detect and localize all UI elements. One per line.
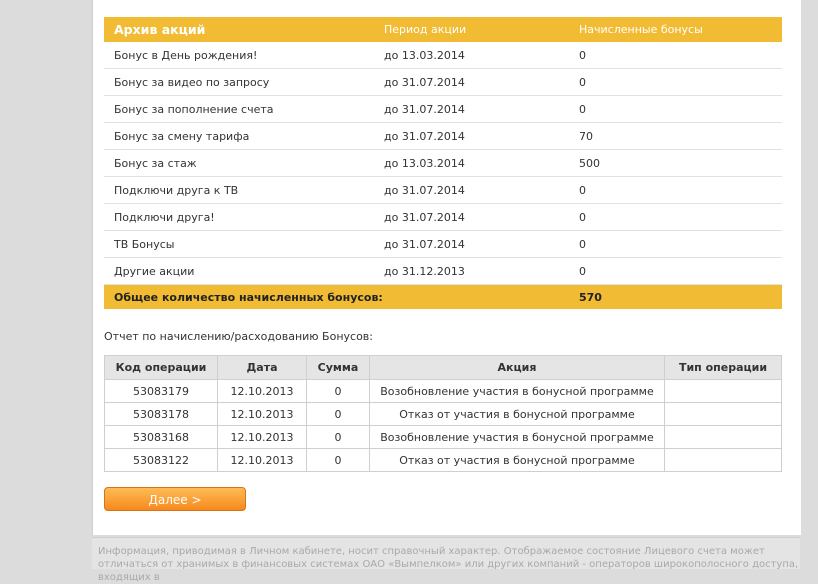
promo-bonus: 0 <box>569 204 782 231</box>
promo-bonus: 0 <box>569 69 782 96</box>
promo-bonus: 0 <box>569 96 782 123</box>
promo-row <box>104 69 782 96</box>
footer-disclaimer <box>92 537 800 583</box>
ops-action: Возобновление участия в бонусной программе <box>370 426 665 449</box>
promo-period: до 13.03.2014 <box>374 150 569 177</box>
promo-name: Бонус за пополнение счета <box>104 96 374 123</box>
promo-period: до 31.07.2014 <box>374 204 569 231</box>
next-button[interactable]: Далее > <box>104 487 246 511</box>
ops-header-amount: Сумма <box>307 356 370 380</box>
promo-bonus: 500 <box>569 150 782 177</box>
ops-amount: 0 <box>307 426 370 449</box>
ops-date: 12.10.2013 <box>218 380 307 403</box>
promo-name: Бонус за стаж <box>104 150 374 177</box>
promo-row <box>104 177 782 204</box>
ops-header-date: Дата <box>218 356 307 380</box>
promo-row <box>104 123 782 150</box>
promo-name: Другие акции <box>104 258 374 285</box>
ops-date: 12.10.2013 <box>218 426 307 449</box>
promo-bonus: 70 <box>569 123 782 150</box>
ops-header-code: Код операции <box>105 356 218 380</box>
ops-date: 12.10.2013 <box>218 449 307 472</box>
ops-header-action: Акция <box>370 356 665 380</box>
promo-header-period: Период акции <box>374 17 569 42</box>
ops-row <box>105 403 782 426</box>
promo-period: до 31.07.2014 <box>374 231 569 258</box>
footer-disclaimer-text: Информация, приводимая в Личном кабинете, носит справочный характер. Отображаемое состояние Лицевого счета может отличаться от хранимых в финансовых системах ОАО «Вымпелком» или других компаний - операторов широкополосного доступа, входящих в <box>98 546 799 583</box>
promo-total-row <box>104 285 782 310</box>
promo-total-value: 570 <box>569 285 782 310</box>
promo-name: Подключи друга! <box>104 204 374 231</box>
ops-header-type: Тип операции <box>665 356 782 380</box>
promo-header-bonuses: Начисленные бонусы <box>569 17 782 42</box>
ops-row <box>105 449 782 472</box>
promo-bonus: 0 <box>569 42 782 69</box>
ops-row <box>105 426 782 449</box>
ops-type <box>665 380 782 403</box>
promo-row <box>104 204 782 231</box>
promo-header-row <box>104 17 782 42</box>
promo-period: до 31.07.2014 <box>374 69 569 96</box>
promo-name: Бонус за видео по запросу <box>104 69 374 96</box>
promo-total-label: Общее количество начисленных бонусов: <box>104 285 569 310</box>
promo-header-name: Архив акций <box>104 17 374 42</box>
ops-code: 53083179 <box>105 380 218 403</box>
ops-date: 12.10.2013 <box>218 403 307 426</box>
ops-action: Возобновление участия в бонусной программе <box>370 380 665 403</box>
promo-period: до 13.03.2014 <box>374 42 569 69</box>
ops-amount: 0 <box>307 403 370 426</box>
promo-row <box>104 150 782 177</box>
promo-period: до 31.12.2013 <box>374 258 569 285</box>
report-label: Отчет по начислению/расходованию Бонусов: <box>104 330 374 343</box>
ops-amount: 0 <box>307 380 370 403</box>
ops-type <box>665 449 782 472</box>
ops-code: 53083178 <box>105 403 218 426</box>
ops-type <box>665 426 782 449</box>
ops-type <box>665 403 782 426</box>
ops-header-row <box>105 356 782 380</box>
promo-name: Бонус в День рождения! <box>104 42 374 69</box>
ops-action: Отказ от участия в бонусной программе <box>370 449 665 472</box>
ops-code: 53083122 <box>105 449 218 472</box>
promo-period: до 31.07.2014 <box>374 96 569 123</box>
promo-name: Бонус за смену тарифа <box>104 123 374 150</box>
promo-row <box>104 96 782 123</box>
promo-name: Подключи друга к ТВ <box>104 177 374 204</box>
promo-name: ТВ Бонусы <box>104 231 374 258</box>
ops-row <box>105 380 782 403</box>
promo-row <box>104 42 782 69</box>
operations-table <box>104 355 782 472</box>
promo-period: до 31.07.2014 <box>374 123 569 150</box>
promo-bonus: 0 <box>569 177 782 204</box>
promo-row <box>104 258 782 285</box>
promo-bonus: 0 <box>569 258 782 285</box>
ops-action: Отказ от участия в бонусной программе <box>370 403 665 426</box>
promo-row <box>104 231 782 258</box>
promo-archive-table <box>104 17 782 309</box>
promo-period: до 31.07.2014 <box>374 177 569 204</box>
ops-amount: 0 <box>307 449 370 472</box>
promo-bonus: 0 <box>569 231 782 258</box>
ops-code: 53083168 <box>105 426 218 449</box>
